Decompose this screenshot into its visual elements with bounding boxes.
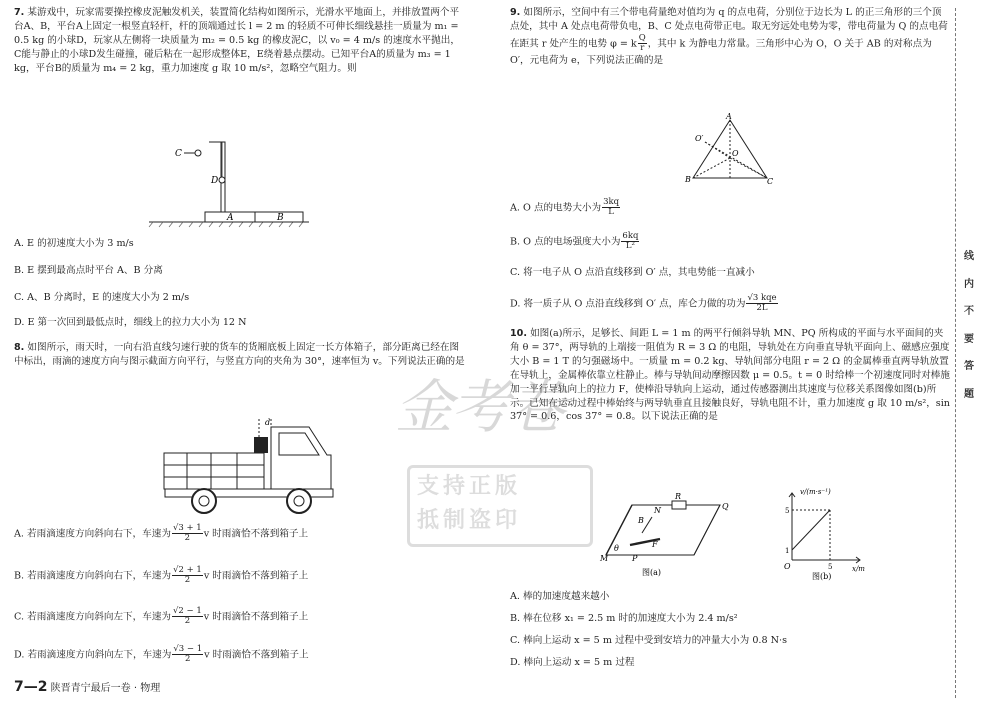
axis-label-x: x/m xyxy=(852,565,865,573)
q7-option-c: C. A、B 分离时，E 的速度大小为 2 m/s xyxy=(14,292,190,303)
frac-den: 2 xyxy=(184,533,191,544)
origin-label: O xyxy=(784,562,791,571)
fraction xyxy=(172,645,203,665)
watermark-line-2: 抵制盗印 xyxy=(417,508,522,533)
figure-a-caption: 图(a) xyxy=(642,568,662,577)
q10-figure-a xyxy=(600,492,732,580)
page-number: 7—2 xyxy=(14,679,48,695)
option-text: A. O 点的电势大小为 xyxy=(510,202,602,214)
option-text: C. 若雨滴速度方向斜向左下，车速为 xyxy=(14,611,172,623)
fraction xyxy=(638,34,647,54)
label-o-prime: O′ xyxy=(695,134,704,143)
label-r: R xyxy=(675,492,682,501)
notice-char: 不 xyxy=(964,306,974,317)
q8-option-b xyxy=(14,566,466,586)
q10-option-b: B. 棒在位移 x₁ = 2.5 m 时的加速度大小为 2.4 m/s² xyxy=(510,613,738,624)
frac-den: r xyxy=(640,43,645,54)
frac-num: √3 kqe xyxy=(747,293,777,303)
option-text: D. 若雨滴速度方向斜向左下，车速为 xyxy=(14,649,172,661)
question-text: ，其中 k 为静电力常量。三角形中心为 O，O 关于 AB 的对称点为 O′，元电荷为 e，下列说法正确的是 xyxy=(510,38,932,66)
q10-option-c: C. 棒向上运动 x = 5 m 过程中受到安培力的冲量大小为 0.8 N·s xyxy=(510,635,787,646)
option-text: v 时雨滴恰不落到箱子上 xyxy=(203,570,309,582)
label-d: d xyxy=(265,418,271,427)
q7-option-d: D. E 第一次回到最低点时，细线上的拉力大小为 12 N xyxy=(14,317,247,328)
binding-line xyxy=(955,8,956,698)
tick-5-x: 5 xyxy=(828,563,833,571)
notice-char: 内 xyxy=(964,278,974,290)
label-f: F xyxy=(652,540,658,549)
q9-option-d xyxy=(510,294,950,314)
label-d: D xyxy=(211,176,219,186)
fraction xyxy=(172,566,203,586)
watermark-brand: 金考卷 xyxy=(395,373,564,441)
question-number: 10. xyxy=(510,328,527,339)
q8-option-d xyxy=(14,645,466,665)
question-7-stem xyxy=(14,6,466,76)
fraction xyxy=(746,294,777,314)
option-text: A. 若雨滴速度方向斜向右下，车速为 xyxy=(14,528,171,540)
question-number: 7. xyxy=(14,7,25,18)
fraction xyxy=(172,607,203,627)
q9-option-c: C. 将一电子从 O 点沿直线移到 O′ 点，其电势能一直减小 xyxy=(510,267,755,278)
frac-num: 6kq xyxy=(622,231,639,241)
option-text: v 时雨滴恰不落到箱子上 xyxy=(204,649,309,661)
option-text: B. O 点的电场强度大小为 xyxy=(510,236,621,248)
frac-den: L² xyxy=(625,241,635,252)
tick-5-y: 5 xyxy=(785,507,790,515)
frac-den: L xyxy=(608,207,614,218)
label-o: O xyxy=(732,149,739,158)
label-theta: θ xyxy=(614,544,619,553)
binding-notice xyxy=(962,250,976,415)
q8-option-c xyxy=(14,607,466,627)
option-text: B. 若雨滴速度方向斜向右下，车速为 xyxy=(14,570,172,582)
q7-option-b: B. E 摆到最高点时平台 A、B 分离 xyxy=(14,265,163,276)
q10-option-a: A. 棒的加速度越来越小 xyxy=(510,591,610,602)
question-text: 如图(a)所示，足够长、间距 L = 1 m 的两平行倾斜导轨 MN、PQ 所构成的平面与水平面间的夹角 θ = 37°，两导轨的上端接一阻值为 R = 3 Ω 的电阻，导轨处在方向垂直导轨平面向上、磁感应强度大小 B = 1 T 的匀强磁场中。一质量 m = 0.2 kg、导轨间部分电阻 r = 2 Ω 的金属棒垂直两导轨放置在导轨上，金属棒依靠立柱静止。棒与导轨间动摩擦因数 μ = 0.5。t = 0 时给棒一个初速度同时对棒施加一平行导轨向上的拉力 F，使棒沿导轨向上运动，通过传感器测出其速度与位移关系图像如图(b)所示。已知在运动过程中棒始终与两导轨垂直且接触良好，导轨电阻不计，重力加速度 g 取 10 m/s²，sin 37° = 0.6，cos 37° = 0.8。以下说法正确的是 xyxy=(510,328,950,423)
smudge xyxy=(640,658,800,680)
label-c: C xyxy=(767,177,774,186)
option-text: v 时雨滴恰不落到箱子上 xyxy=(203,528,309,540)
frac-num: Q xyxy=(638,32,646,43)
axis-label-v: v/(m·s⁻¹) xyxy=(800,488,831,496)
q7-option-a: A. E 的初速度大小为 3 m/s xyxy=(14,238,134,249)
frac-num: √2 − 1 xyxy=(173,606,202,616)
label-m: M xyxy=(600,554,609,563)
frac-den: 2L xyxy=(756,303,768,314)
label-a: A xyxy=(227,213,234,223)
label-b: B xyxy=(685,175,691,184)
label-n: N xyxy=(654,506,661,515)
page-footer xyxy=(14,677,160,697)
frac-den: 2 xyxy=(184,575,191,586)
q9-option-b xyxy=(510,232,950,252)
question-9 xyxy=(510,6,950,67)
q8-truck-figure xyxy=(159,415,349,515)
label-b: B xyxy=(638,516,644,525)
notice-char: 答 xyxy=(964,361,974,372)
frac-num: √2 + 1 xyxy=(173,565,202,575)
notice-char: 要 xyxy=(964,333,974,345)
label-a: A xyxy=(726,112,732,121)
fraction xyxy=(172,524,203,544)
option-text: D. 将一质子从 O 点沿直线移到 O′ 点，库仑力做的功为 xyxy=(510,298,746,310)
fraction xyxy=(602,198,620,218)
question-number: 8. xyxy=(14,342,25,353)
notice-char: 题 xyxy=(964,388,974,400)
option-text: v 时雨滴恰不落到箱子上 xyxy=(203,611,309,623)
notice-char: 线 xyxy=(964,251,974,262)
label-c: C xyxy=(175,149,182,159)
question-number: 9. xyxy=(510,7,521,18)
figure-b-caption: 图(b) xyxy=(812,572,832,581)
question-7 xyxy=(14,6,466,76)
label-p: P xyxy=(632,554,638,563)
q7-figure xyxy=(149,138,309,228)
watermark-line-1: 支持正版 xyxy=(417,474,522,499)
q10-figure-b xyxy=(780,485,870,580)
frac-num: 3kq xyxy=(603,197,620,207)
label-q: Q xyxy=(722,502,729,511)
watermark xyxy=(395,365,605,555)
frac-num: √3 + 1 xyxy=(172,523,202,533)
question-text: 如图所示，雨天时，一向右沿直线匀速行驶的货车的货厢底板上固定一长方体箱子，部分距离已经在图中标出，雨滴的速度方向与图示截面方向平行，与竖直方向的夹角为 30°，速率恒为 v。下列说法正确的是 xyxy=(14,342,465,367)
fraction xyxy=(621,232,639,252)
question-text: 如图所示，空间中有三个带电荷量绝对值均为 q 的点电荷，分别位于边长为 L 的正三角形的三个顶点处，其中 A 处点电荷带负电，B、C 处点电荷带正电。取无穷远处电势为零，带电荷量为 Q 的点电荷在距其 r 处产生的电势 φ = k xyxy=(510,7,948,50)
question-text: 某游戏中，玩家需要操控橡皮泥触发机关，装置简化结构如图所示，光滑水平地面上，并排放置两个平台A、B，平台A上固定一根竖直轻杆，杆的顶端通过长 l = 2 m 的轻质不可伸长细线悬挂一质量为 m₁ = 0.5 kg 的小球D，玩家从左侧将一块质量为 m₂ = 0.5 kg 的橡皮泥C，以 v₀ = 4 m/s 的速度水平抛出，C能与静止的小球D发生碰撞，碰后粘在一起形成整体E，E绕着悬点摆动。已知平台A的质量为 m₃ = 1 kg，平台B的质量为 m₄ = 2 kg，重力加速度 g 取 10 m/s²，忽略空气阻力。则 xyxy=(14,7,460,74)
footer-title: 陕晋青宁最后一卷 · 物理 xyxy=(50,683,161,694)
frac-num: √3 − 1 xyxy=(173,644,203,654)
q9-triangle-figure xyxy=(685,112,775,190)
q10-option-d: D. 棒向上运动 x = 5 m 过程 xyxy=(510,657,635,668)
label-b: B xyxy=(277,213,284,223)
tick-1: 1 xyxy=(785,547,790,555)
frac-den: 2 xyxy=(184,616,191,627)
q9-option-a xyxy=(510,198,950,218)
frac-den: 2 xyxy=(185,654,191,665)
